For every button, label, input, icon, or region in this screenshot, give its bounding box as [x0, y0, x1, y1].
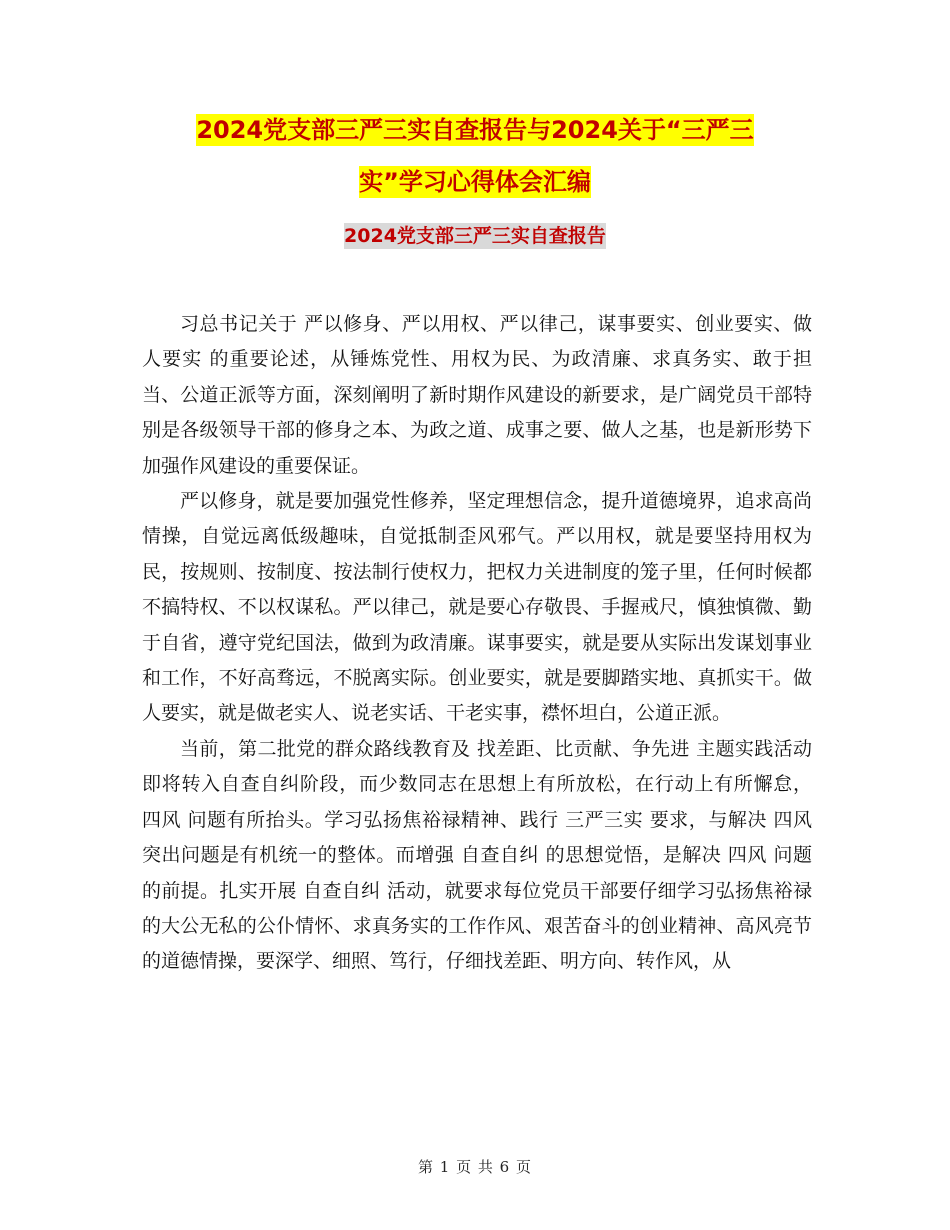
paragraph-1: 习总书记关于 严以修身、严以用权、严以律己，谋事要实、创业要实、做人要实 的重要论述，从锤炼党性、用权为民、为政清廉、求真务实、敢于担当、公道正派等方面，深刻阐明了新时期作风建设的新要求，是广阔党员干部特别是各级领导干部的修身之本、为政之道、成事之要、做人之基，也是新形势下加强作风建设的重要保证。 — [142, 313, 812, 477]
document-title — [140, 104, 810, 208]
body-text — [142, 307, 812, 980]
paragraph-2: 严以修身，就是要加强党性修养，坚定理想信念，提升道德境界，追求高尚情操，自觉远离低级趣味，自觉抵制歪风邪气。严以用权，就是要坚持用权为民，按规则、按制度、按法制行使权力，把权力关进制度的笼子里，任何时候都不搞特权、不以权谋私。严以律己，就是要心存敬畏、手握戒尺，慎独慎微、勤于自省，遵守党纪国法，做到为政清廉。谋事要实，就是要从实际出发谋划事业和工作，不好高骛远，不脱离实际。创业要实，就是要脚踏实地、真抓实干。做人要实，就是做老实人、说老实话、干老实事，襟怀坦白，公道正派。 — [142, 490, 812, 725]
section-heading — [140, 220, 810, 252]
page-footer: 第 1 页 共 6 页 — [418, 1158, 532, 1176]
title-line-2: 实”学习心得体会汇编 — [359, 168, 591, 196]
section-heading-text: 2024党支部三严三实自查报告 — [344, 225, 606, 247]
paragraph-3: 当前，第二批党的群众路线教育及 找差距、比贡献、争先进 主题实践活动即将转入自查自纠阶段，而少数同志在思想上有所放松，在行动上有所懈怠， 四风 问题有所抬头。学习弘扬焦裕禄精神、践行 三严三实 要求，与解决 四风 突出问题是有机统一的整体。而增强 自查自纠 的思想觉悟，是解决 四风 问题的前提。扎实开展 自查自纠 活动，就要求每位党员干部要仔细学习弘扬焦裕禄的大公无私的公仆情怀、求真务实的工作作风、艰苦奋斗的创业精神、高风亮节的道德情操，要深学、细照、笃行，仔细找差距、明方向、转作风，从 — [142, 737, 812, 973]
title-line-1: 2024党支部三严三实自查报告与2024关于“三严三 — [196, 116, 754, 144]
